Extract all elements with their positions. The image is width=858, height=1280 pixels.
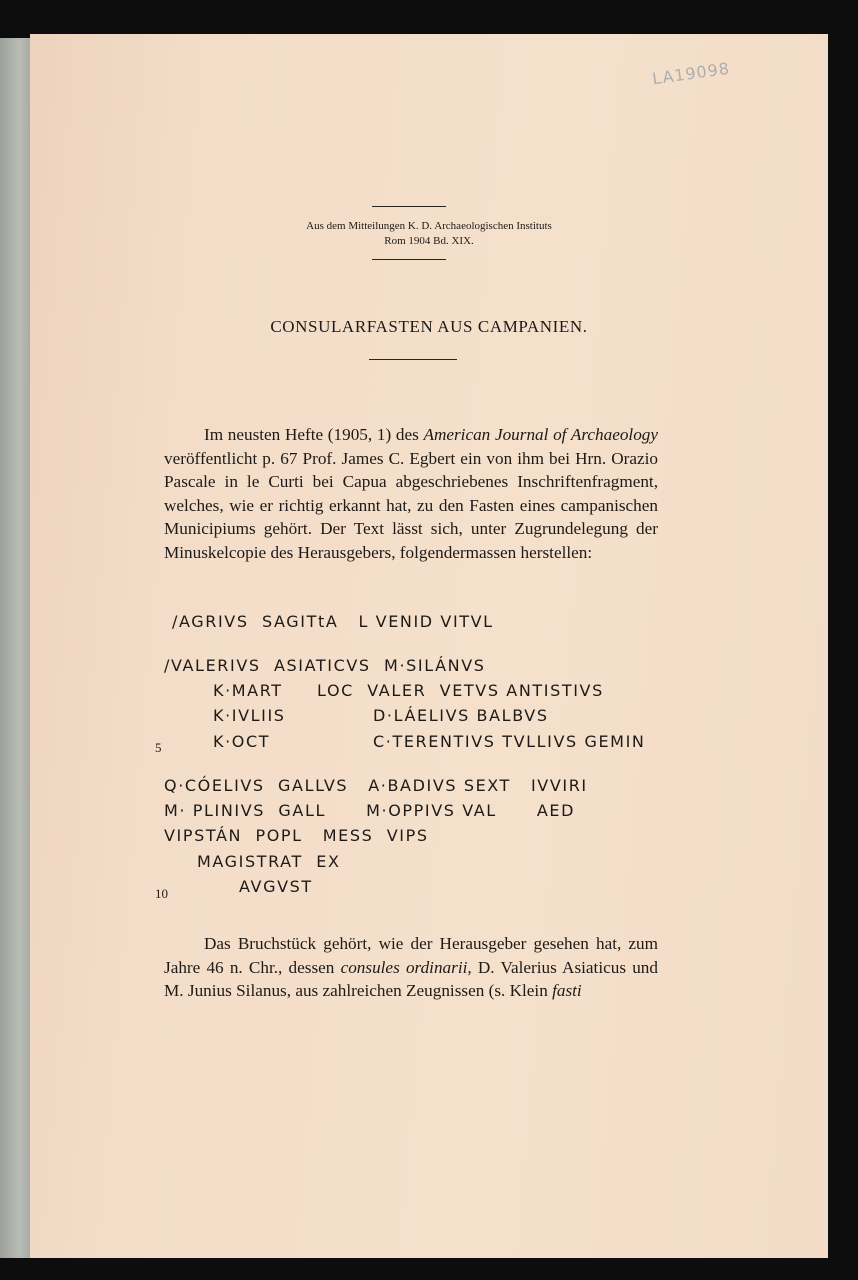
title-rule bbox=[369, 359, 457, 360]
journal-title: American Journal of Archaeology bbox=[423, 425, 659, 444]
inscription-line-5a: K·OCT bbox=[213, 732, 271, 751]
source-note-line-2: Rom 1904 Bd. XIX. bbox=[384, 235, 474, 247]
adjacent-page-edge bbox=[0, 38, 32, 1258]
document-page bbox=[30, 34, 828, 1258]
inscription-line-3b: LOC VALER VETVS ANTISTIVS bbox=[317, 681, 604, 700]
inscription-line-10: AVGVST bbox=[239, 877, 313, 896]
intro-text-1: Im neusten Hefte (1905, 1) des bbox=[204, 425, 424, 444]
inscription-line-8: VIPSTÁN POPL MESS VIPS bbox=[164, 826, 429, 845]
inscription-line-4a: K·IVLIIS bbox=[213, 706, 286, 725]
closing-text-1: Das Bruchstück gehört, wie der Herausgeber gesehen hat, zum Jahre 46 n. Chr., dessen bbox=[164, 934, 658, 977]
consules-term: consules ordinarii, bbox=[340, 957, 472, 977]
header-rule-bottom bbox=[372, 259, 446, 260]
inscription-line-7: M· PLINIVS GALL M·OPPIVS VAL AED bbox=[164, 801, 576, 820]
line-number-10: 10 bbox=[155, 886, 168, 901]
header-rule-top bbox=[372, 206, 446, 207]
inscription-line-5b: C·TERENTIVS TVLLIVS GEMIN bbox=[373, 732, 646, 751]
closing-text-2: D. Valerius Asiaticus und M. Junius Silanus, aus zahlreichen Zeugnissen (s. Klein bbox=[164, 957, 658, 1001]
archive-stamp: LA19098 bbox=[651, 58, 732, 89]
article-title: CONSULARFASTEN AUS CAMPANIEN. bbox=[270, 317, 588, 336]
fasti-term: fasti bbox=[552, 981, 582, 1001]
intro-text-2: veröffentlicht p. 67 Prof. James C. Egbert ein von ihm bei Hrn. Orazio Pascale in le Curti bei Capua abgeschriebenes Inschriftenfragment, welches, wie er richtig erkannt hat, zu den Fasten eines campanischen Municipiums gehört. Der Text lässt sich, unter Zugrundelegung der Minuskelcopie des Herausgebers, folgendermassen herstellen: bbox=[164, 448, 658, 562]
inscription-line-9: MAGISTRAT EX bbox=[197, 852, 341, 871]
inscription-line-2: /VALERIVS ASIATICVS M·SILÁNVS bbox=[164, 656, 486, 675]
source-note-line-1: Aus dem Mitteilungen K. D. Archaeologischen Instituts bbox=[306, 220, 552, 232]
intro-paragraph bbox=[164, 423, 658, 565]
inscription-line-6: Q·CÓELIVS GALLVS A·BADIVS SEXT IVVIRI bbox=[164, 776, 588, 795]
closing-paragraph bbox=[164, 932, 658, 1003]
line-number-5: 5 bbox=[155, 740, 162, 755]
inscription-line-4b: D·LÁELIVS BALBVS bbox=[373, 706, 549, 725]
inscription-line-3a: K·MART bbox=[213, 681, 283, 700]
inscription-line-1: /AGRIVS SAGITtA L VENID VITVL bbox=[172, 612, 494, 631]
